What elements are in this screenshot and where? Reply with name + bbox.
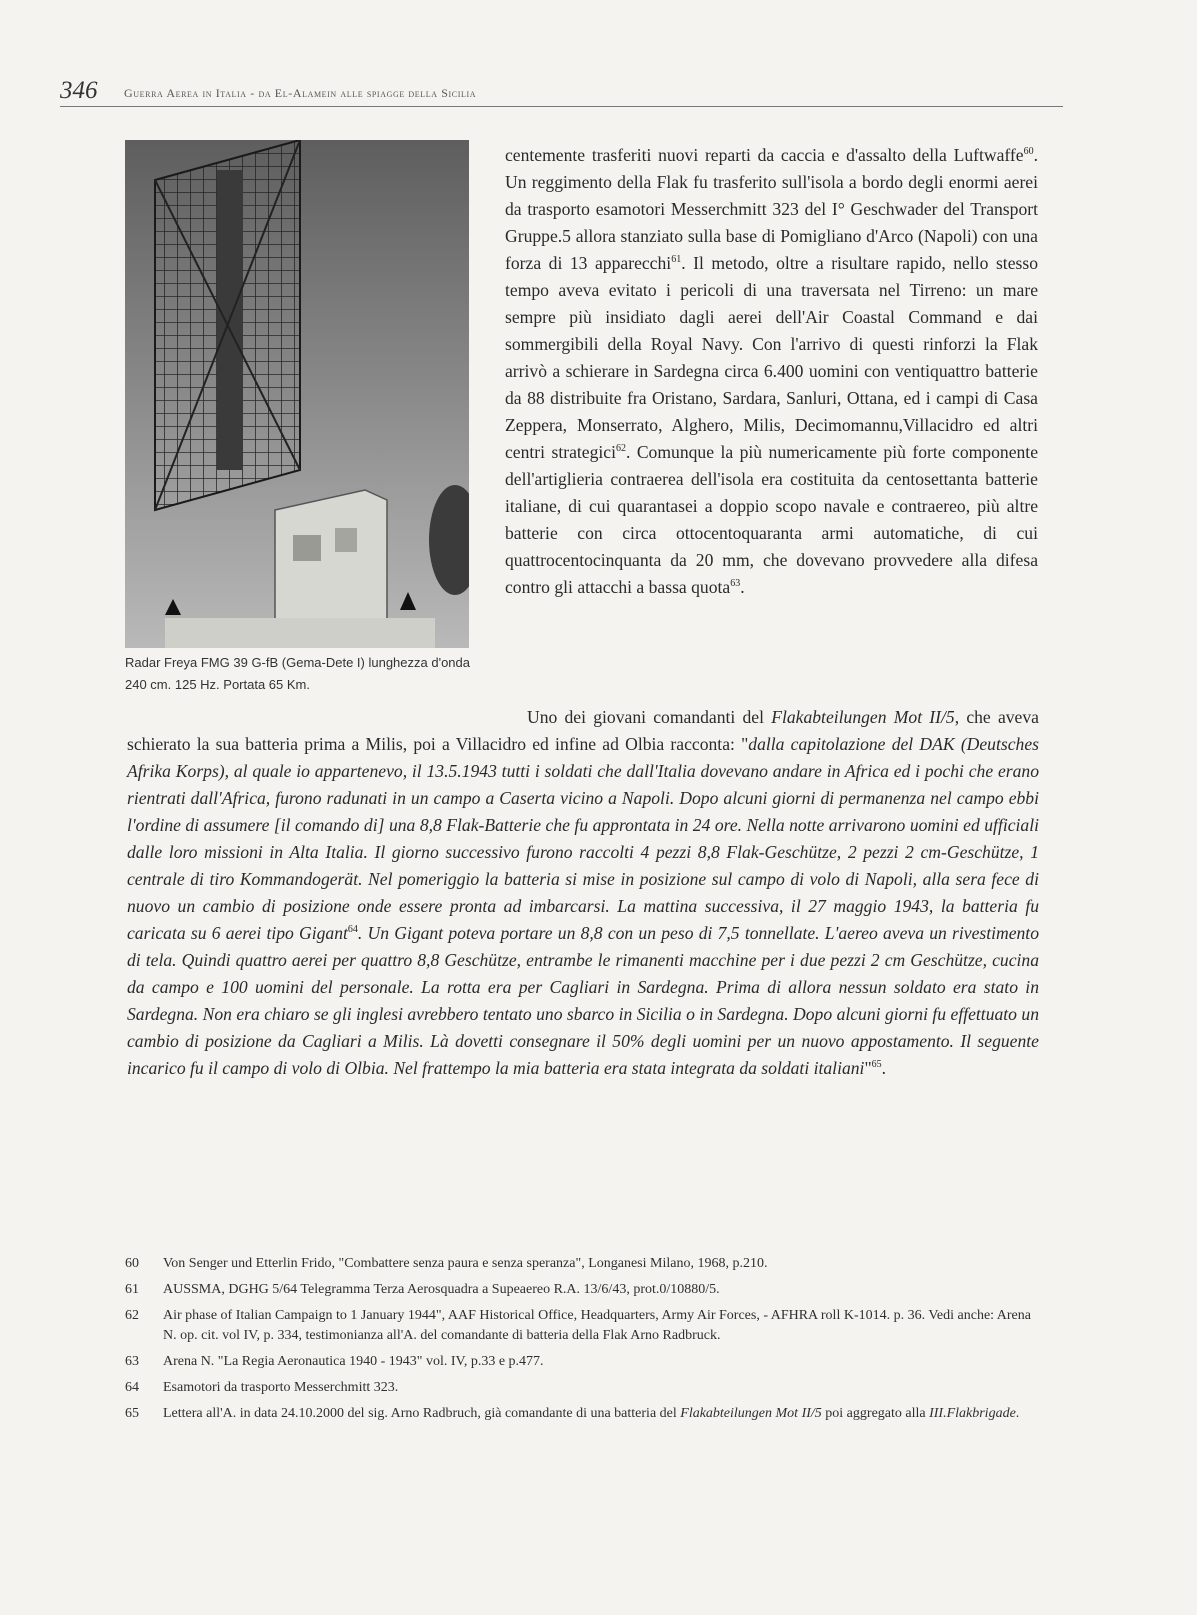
text-run: poi aggregato alla <box>821 1406 930 1421</box>
text-run: centemente trasferiti nuovi reparti da caccia e d'assalto della Luftwaffe <box>505 145 1024 165</box>
footnote-number: 64 <box>125 1380 139 1395</box>
footnote-ref[interactable]: 60 <box>1023 146 1034 158</box>
brigade-name: III.Flakbrigade <box>929 1406 1016 1421</box>
quotation: dalla capitolazione del DAK (Deutsches Afrika Korps), al quale io appartenevo, il 13.5.1943 tutti i soldati che dall'Italia dovevano andare in Africa ed i pochi che erano rientrati dall'Africa, furono radunati in un campo a Caserta vicino a Napoli. Dopo alcuni giorni di permanenza nel campo ebbi l'ordine di assumere [il comando di] una 8,8 Flak-Batterie che fu approntata in 24 ore. Nella notte arrivarono uomini ed ufficiali dalle loro missioni in Alta Italia. Il giorno successivo furono raccolti 4 pezzi 8,8 Flak-Geschütze, 2 pezzi 2 cm-Geschütze, 1 centrale di tiro Kommandogerät. Nel pomeriggio la batteria si mise in posizione sul campo di volo di Napoli, alla sera fece di nuovo un cambio di posizione onde essere pronta ad imbarcarsi. La mattina successiva, il 27 maggio 1943, la batteria fu caricata su 6 aerei tipo Gigant <box>127 734 1039 943</box>
footnote-ref[interactable]: 65 <box>871 1059 882 1071</box>
text-run: " <box>864 1058 872 1078</box>
footnote-number: 60 <box>125 1256 139 1271</box>
footnote <box>125 1306 1037 1346</box>
text-run: . Un reggimento della Flak fu trasferito sull'isola a bordo degli enormi aerei da trasporto esamotori Messerchmitt 323 del I° Geschwader del Transport Gruppe.5 allora stanziato sulla base di Pomigliano d'Arco (Napoli) con una forza di 13 apparecchi <box>505 145 1038 273</box>
text-run: , che aveva schierato la sua batteria prima a Milis, poi a Villacidro ed infine ad Olbia racconta: " <box>127 707 1039 754</box>
side-paragraph <box>505 142 1038 601</box>
radar-photo-illustration <box>125 140 469 648</box>
footnote-text: AUSSMA, DGHG 5/64 Telegramma Terza Aerosquadra a Supeaereo R.A. 13/6/43, prot.0/10880/5. <box>163 1282 720 1297</box>
footnote-number: 63 <box>125 1354 139 1369</box>
footnote <box>125 1378 1037 1398</box>
unit-name: Flakabteilungen Mot II/5 <box>771 707 955 727</box>
text-run: Lettera all'A. in data 24.10.2000 del sig. Arno Radbruch, già comandante di una batteria del <box>163 1406 681 1421</box>
footnote-ref[interactable]: 62 <box>615 443 626 455</box>
footnote <box>125 1280 1037 1300</box>
running-title: Guerra Aerea in Italia - da El-Alamein alle spiagge della Sicilia <box>124 86 477 100</box>
footnotes <box>125 1254 1037 1430</box>
footnote <box>125 1352 1037 1372</box>
text-run: . <box>740 577 745 597</box>
text-run: . <box>881 1058 887 1078</box>
radar-photo <box>125 140 469 648</box>
quotation: . Un Gigant poteva portare un 8,8 con un peso di 7,5 tonnellate. L'aereo aveva un rivestimento di tela. Quindi quattro aerei per quattro 8,8 Geschütze, entrambe le rimanenti macchine per i due pezzi 2 cm Geschütze, cucina da campo e 100 uomini del personale. La rotta era per Cagliari in Sardegna. Prima di allora nessun soldato era stato in Sardegna. Non era chiaro se gli inglesi avrebbero tentato uno sbarco in Sicilia o in Sardegna. Dopo alcuni giorni fu effettuato un cambio di posizione da Cagliari a Milis. Là dovetti consegnare il 50% degli uomini per un nuovo appostamento. Il seguente incarico fu il campo di volo di Olbia. Nel frattempo la mia batteria era stata integrata da soldati italiani <box>127 923 1039 1078</box>
running-header <box>60 78 1063 107</box>
footnote-ref[interactable]: 61 <box>671 254 682 266</box>
text-run: . Il metodo, oltre a risultare rapido, nello stesso tempo aveva evitato i pericoli di una traversata nel Tirreno: un mare sempre più insidiato dagli aerei dell'Air Coastal Command e dai sommergibili della Royal Navy. Con l'arrivo di questi rinforzi la Flak arrivò a schierare in Sardegna circa 6.400 uomini con ventiquattro batterie da 88 distribuite fra Oristano, Sardara, Sanluri, Ottana, ed i campi di Casa Zeppera, Monserrato, Alghero, Milis, Decimomannu,Villacidro ed altri centri strategici <box>505 253 1038 462</box>
footnote-text: Von Senger und Etterlin Frido, "Combattere senza paura e senza speranza", Longanesi Milano, 1968, p.210. <box>163 1256 768 1271</box>
unit-name: Flakabteilungen Mot II/5 <box>680 1406 822 1421</box>
footnote <box>125 1254 1037 1274</box>
footnote <box>125 1404 1037 1424</box>
text-run: . Comunque la più numericamente più forte componente dell'artiglieria contraerea dell'isola era costituita da centosettanta batterie italiane, di cui quarantasei a doppio scopo navale e contraereo, più altre batterie con circa ottocentoquaranta armi automatiche, di cui quattrocentocinquanta da 20 mm, che dovevano provvedere alla difesa contro gli attacchi a bassa quota <box>505 442 1038 597</box>
footnote-text: Air phase of Italian Campaign to 1 January 1944", AAF Historical Office, Headquarters, Army Air Forces, - AFHRA roll K-1014. p. 36. Vedi anche: Arena N. op. cit. vol IV, p. 334, testimonianza all'A. del comandante di batteria della Flak Arno Radbruck. <box>163 1308 1031 1343</box>
footnote-ref[interactable]: 64 <box>347 924 358 936</box>
text-run: Uno dei giovani comandanti del <box>527 707 772 727</box>
footnote-text: Esamotori da trasporto Messerchmitt 323. <box>163 1380 399 1395</box>
main-paragraph <box>127 704 1039 1082</box>
footnote-number: 65 <box>125 1406 139 1421</box>
footnote-number: 62 <box>125 1308 139 1323</box>
footnote-text: Arena N. "La Regia Aeronautica 1940 - 1943" vol. IV, p.33 e p.477. <box>163 1354 544 1369</box>
footnote-text <box>163 1404 1037 1424</box>
footnote-number: 61 <box>125 1282 139 1297</box>
footnote-ref[interactable]: 63 <box>730 578 741 590</box>
figure-caption: Radar Freya FMG 39 G-fB (Gema-Dete I) lunghezza d'onda 240 cm. 125 Hz. Portata 65 Km. <box>125 655 470 692</box>
page-number: 346 <box>60 77 98 104</box>
text-run: . <box>1015 1406 1020 1421</box>
